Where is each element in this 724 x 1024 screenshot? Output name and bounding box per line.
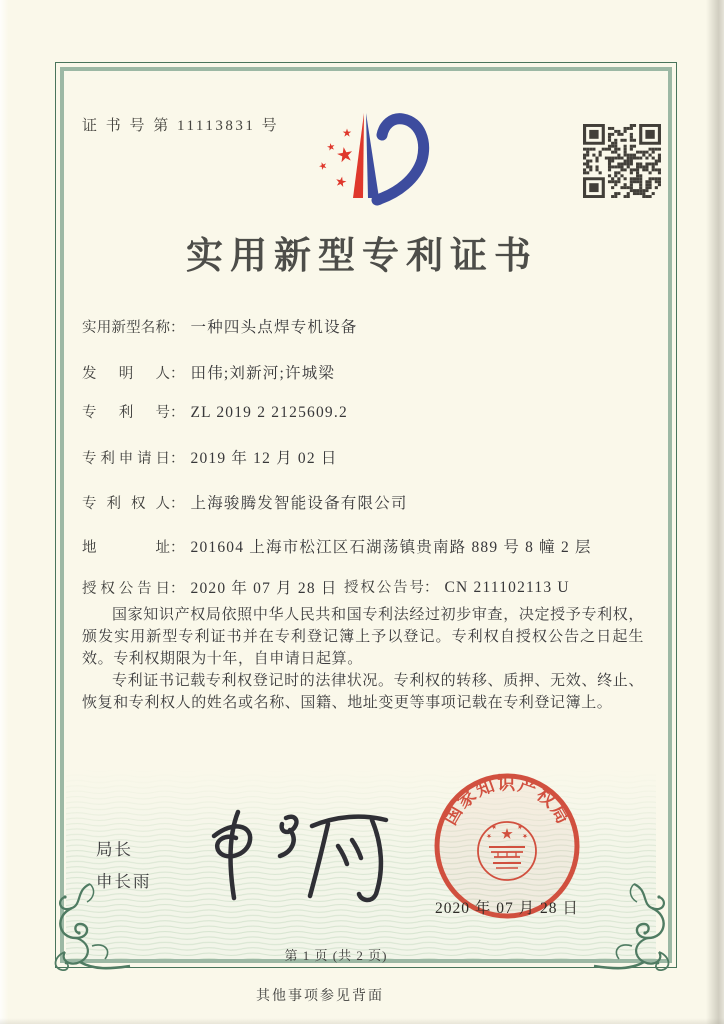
field-value: 一种四头点焊专机设备 [190,319,358,336]
field-row-address [82,535,648,559]
legal-paragraph-2: 专利证书记载专利权登记时的法律状况。专利权的转移、质押、无效、终止、恢复和专利权人的姓名或名称、国籍、地址变更等事项记载在专利登记簿上。 [82,673,644,711]
scan-edge-left [0,0,9,1024]
legal-text-block [82,604,644,714]
signature-handwriting [200,806,395,906]
corner-flourish-bottom-right [592,882,692,982]
qr-code [583,124,661,198]
field-label: 专利权人 [82,496,170,512]
scan-edge-right [706,0,724,1024]
field-row-invention-name [82,315,648,339]
field-label: 授权公告日 [82,581,170,597]
seal-date: 2020 年 07 月 28 日 [435,900,579,917]
field-row-filing-date [82,446,648,470]
corner-flourish-bottom-left [32,882,132,982]
field-row-inventors [82,361,648,385]
page-number: 第 1 页 (共 2 页) [284,948,388,963]
logo-stars [318,129,354,188]
certificate-title: 实用新型专利证书 [186,236,538,277]
field-colon: ： [170,496,185,512]
seal-ring-text: 国家知识产权局 [439,773,575,829]
field-value: CN 211102113 U [444,579,570,596]
field-value: ZL 2019 2 2125609.2 [190,404,348,421]
field-value: 2019 年 12 月 02 日 [190,450,338,467]
field-colon: ： [170,320,185,336]
field-row-grant [82,576,648,600]
field-label: 专利号 [82,405,170,421]
field-colon: ： [170,581,185,597]
field-value: 上海骏腾发智能设备有限公司 [190,495,408,512]
field-colon: ： [170,540,185,556]
certificate-number: 证 书 号 第 11113831 号 [82,118,280,134]
field-label: 专利申请日 [82,451,170,467]
field-row-patentee [82,491,648,515]
field-pair-grant-number [344,576,570,597]
field-value: 201604 上海市松江区石湖荡镇贵南路 889 号 8 幢 2 层 [190,539,592,556]
field-label: 发明人 [82,366,170,382]
field-colon: ： [170,405,185,421]
field-colon: ： [424,580,439,596]
scan-edge-bottom [0,1018,724,1024]
field-colon: ： [170,366,185,382]
field-label: 地址 [82,540,170,556]
commissioner-name: 申长雨 [96,872,152,891]
field-value: 田伟;刘新河;许城梁 [190,365,336,382]
legal-paragraph-1: 国家知识产权局依照中华人民共和国专利法经过初步审查，决定授予专利权，颁发实用新型专利证书并在专利登记簿上予以登记。专利权自授权公告之日起生效。专利权期限为十年，自申请日起算。 [82,607,644,667]
field-value: 2020 年 07 月 28 日 [190,580,338,597]
commissioner-title: 局长 [96,840,133,859]
field-label: 实用新型名称 [82,320,170,336]
field-colon: ： [170,451,185,467]
cnipa-logo [292,105,452,215]
back-side-note: 其他事项参见背面 [256,989,384,1004]
field-row-patent-number [82,401,648,425]
field-label: 授权公告号 [344,580,424,596]
